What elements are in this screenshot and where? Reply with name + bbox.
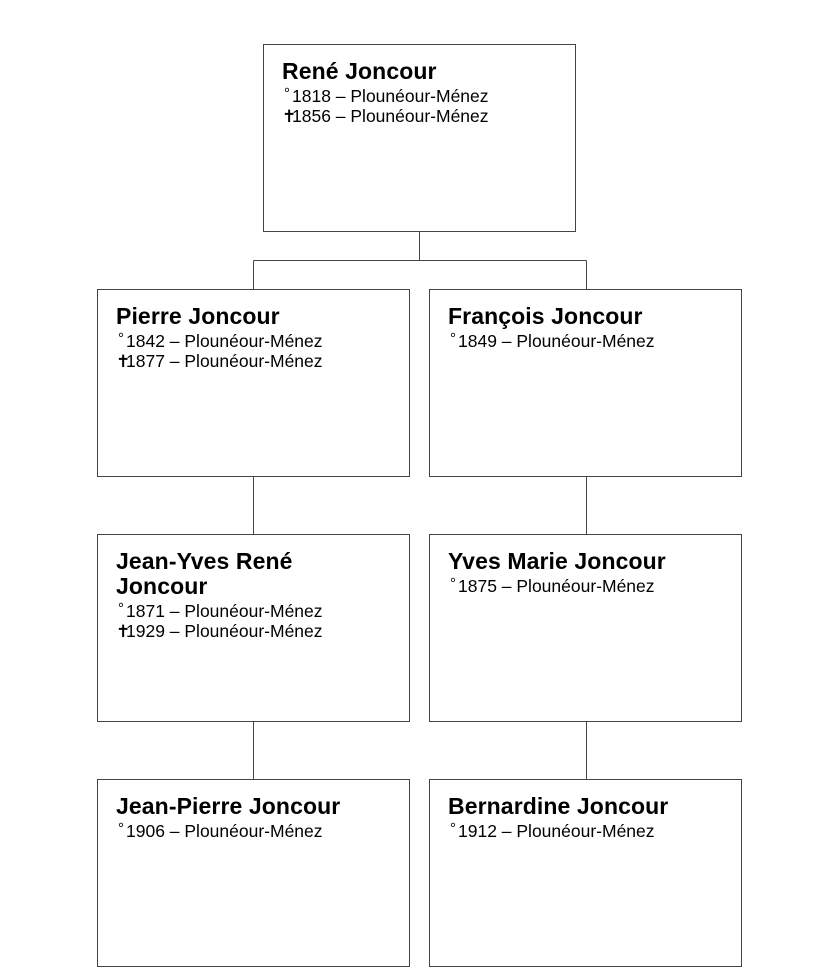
birth-text: 1842 – Plounéour-Ménez (126, 331, 323, 351)
person-name: Jean-Pierre Joncour (116, 793, 341, 819)
birth-info: ° 1912 – Plounéour-Ménez (450, 820, 655, 841)
person-name: Pierre Joncour (116, 303, 280, 329)
death-cross-icon: ✝ (282, 107, 297, 126)
death-info (116, 621, 393, 642)
birth-text: 1871 – Plounéour-Ménez (126, 601, 323, 621)
birth-text: 1912 – Plounéour-Ménez (458, 821, 655, 841)
birth-info: ° 1875 – Plounéour-Ménez (450, 575, 655, 596)
death-info (116, 351, 393, 372)
person-card-bernardine-joncour[interactable] (429, 779, 742, 967)
person-name: Jean-Yves René Joncour (116, 548, 293, 599)
birth-info: ° 1818 – Plounéour-Ménez (284, 85, 489, 106)
death-cross-icon: ✝ (116, 622, 131, 641)
person-card-yves-marie-joncour[interactable] (429, 534, 742, 722)
person-card-pierre-joncour[interactable] (97, 289, 410, 477)
birth-text: 1818 – Plounéour-Ménez (292, 86, 489, 106)
person-name: René Joncour (282, 58, 437, 84)
person-card-francois-joncour[interactable] (429, 289, 742, 477)
person-card-rene-joncour[interactable] (263, 44, 576, 232)
person-name: Bernardine Joncour (448, 793, 669, 819)
death-info (282, 106, 559, 127)
birth-info: ° 1871 – Plounéour-Ménez (118, 600, 323, 621)
person-card-jean-yves-rene-joncour[interactable] (97, 534, 410, 722)
birth-info: ° 1849 – Plounéour-Ménez (450, 330, 655, 351)
birth-text: 1906 – Plounéour-Ménez (126, 821, 323, 841)
birth-info: ° 1842 – Plounéour-Ménez (118, 330, 323, 351)
birth-text: 1875 – Plounéour-Ménez (458, 576, 655, 596)
death-text: 1929 – Plounéour-Ménez (126, 621, 323, 641)
person-name: François Joncour (448, 303, 643, 329)
death-cross-icon: ✝ (116, 352, 131, 371)
person-name: Yves Marie Joncour (448, 548, 666, 574)
death-text: 1877 – Plounéour-Ménez (126, 351, 323, 371)
death-text: 1856 – Plounéour-Ménez (292, 106, 489, 126)
birth-text: 1849 – Plounéour-Ménez (458, 331, 655, 351)
person-card-jean-pierre-joncour[interactable] (97, 779, 410, 967)
birth-info: ° 1906 – Plounéour-Ménez (118, 820, 323, 841)
